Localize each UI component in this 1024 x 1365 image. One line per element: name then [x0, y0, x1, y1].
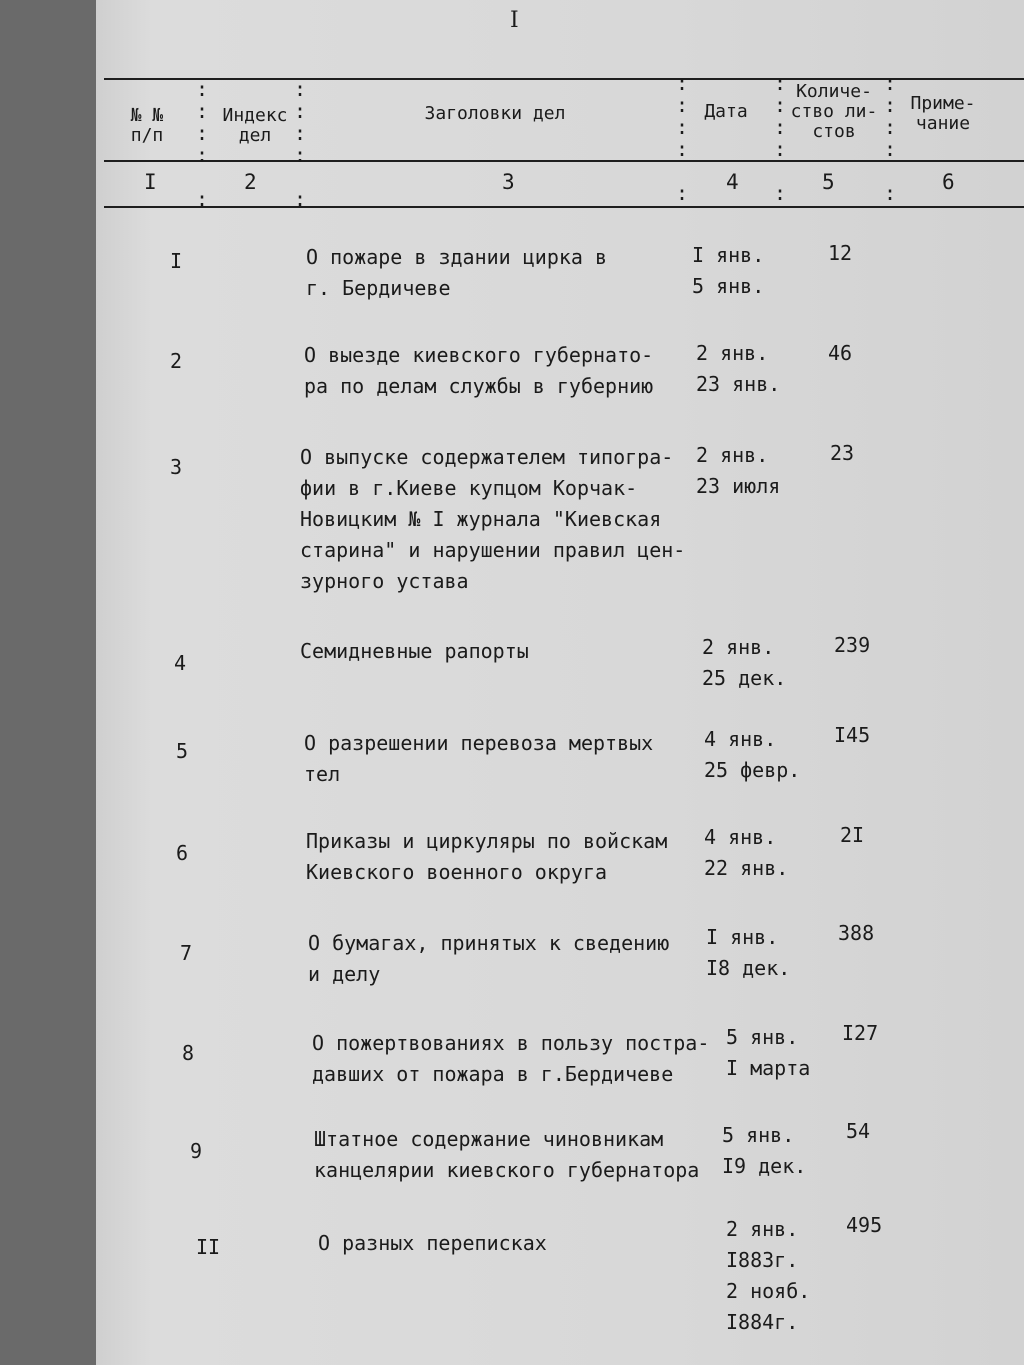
row-number: 5: [175, 739, 189, 763]
row-title: Приказы и циркуляры по войскам Киевского военного округа: [306, 829, 668, 884]
column-number: 5: [822, 170, 835, 194]
column-separator: : : : : :: [884, 71, 897, 205]
row-date: 5 янв. I9 дек.: [722, 1123, 807, 1178]
row-title: О пожертвованиях в пользу постра- давших от пожара в г.Бердичеве: [312, 1031, 710, 1086]
row-number: 2: [169, 349, 183, 373]
row-title: О пожаре в здании цирка в г. Бердичеве: [306, 245, 608, 300]
column-number: I: [144, 170, 157, 194]
row-sheets: 388: [838, 921, 875, 945]
row-sheets: 12: [828, 241, 853, 265]
column-separator: : : : : :: [294, 77, 307, 211]
column-number: 2: [244, 170, 257, 194]
row-date: 2 янв. 23 июля: [696, 443, 781, 498]
row-date: 2 янв. I883г. 2 нояб. I884г.: [726, 1217, 811, 1334]
header-sheets: Количе- ство ли- стов: [790, 81, 878, 142]
row-sheets: 495: [846, 1213, 883, 1237]
row-number: 8: [181, 1041, 195, 1065]
header-number: № № п/п: [130, 105, 164, 146]
header-title: Заголовки дел: [424, 103, 566, 124]
row-sheets: I45: [834, 723, 871, 747]
row-date: 2 янв. 23 янв.: [696, 341, 781, 396]
row-number: 7: [179, 941, 193, 965]
row-date: 2 янв. 25 дек.: [702, 635, 787, 690]
row-number: I: [169, 249, 183, 273]
row-sheets: 23: [830, 441, 855, 465]
row-title: О разных переписках: [318, 1231, 547, 1255]
row-date: 5 янв. I марта: [726, 1025, 811, 1080]
row-number: 9: [189, 1139, 203, 1163]
row-title: О бумагах, принятых к сведению и делу: [308, 931, 670, 986]
column-separator: : : : : :: [774, 71, 787, 205]
row-date: I янв. 5 янв.: [692, 243, 765, 298]
header-index: Индекс дел: [222, 105, 288, 146]
column-separator: : : : : :: [676, 71, 689, 205]
row-sheets: 239: [834, 633, 871, 657]
row-number: 6: [175, 841, 189, 865]
row-number: 4: [173, 651, 187, 675]
column-number: 3: [502, 170, 515, 194]
row-title: Семидневные рапорты: [300, 639, 529, 663]
row-number: 3: [169, 455, 183, 479]
row-date: 4 янв. 25 февр.: [704, 727, 801, 782]
row-sheets: I27: [842, 1021, 879, 1045]
row-title: О разрешении перевоза мертвых тел: [304, 731, 654, 786]
column-number: 4: [726, 170, 739, 194]
header-note: Приме- чание: [910, 93, 976, 134]
row-number: II: [195, 1235, 221, 1259]
page-number: I: [510, 8, 519, 33]
column-number: 6: [942, 170, 955, 194]
row-title: О выпуске содержателем типогра- фии в г.Киеве купцом Корчак- Новицким № I журнала "Киевская старина" и нарушении правил цен- зурного устава: [300, 445, 686, 593]
row-title: Штатное содержание чиновникам канцелярии киевского губернатора: [314, 1127, 700, 1182]
row-sheets: 54: [846, 1119, 871, 1143]
row-sheets: 46: [828, 341, 853, 365]
column-separator: : : : : :: [196, 77, 209, 211]
row-date: 4 янв. 22 янв.: [704, 825, 789, 880]
row-title: О выезде киевского губернато- ра по делам службы в губернию: [304, 343, 654, 398]
table-rule-bottom: [104, 206, 1024, 208]
row-sheets: 2I: [840, 823, 865, 847]
row-date: I янв. I8 дек.: [706, 925, 791, 980]
header-date: Дата: [704, 101, 748, 122]
